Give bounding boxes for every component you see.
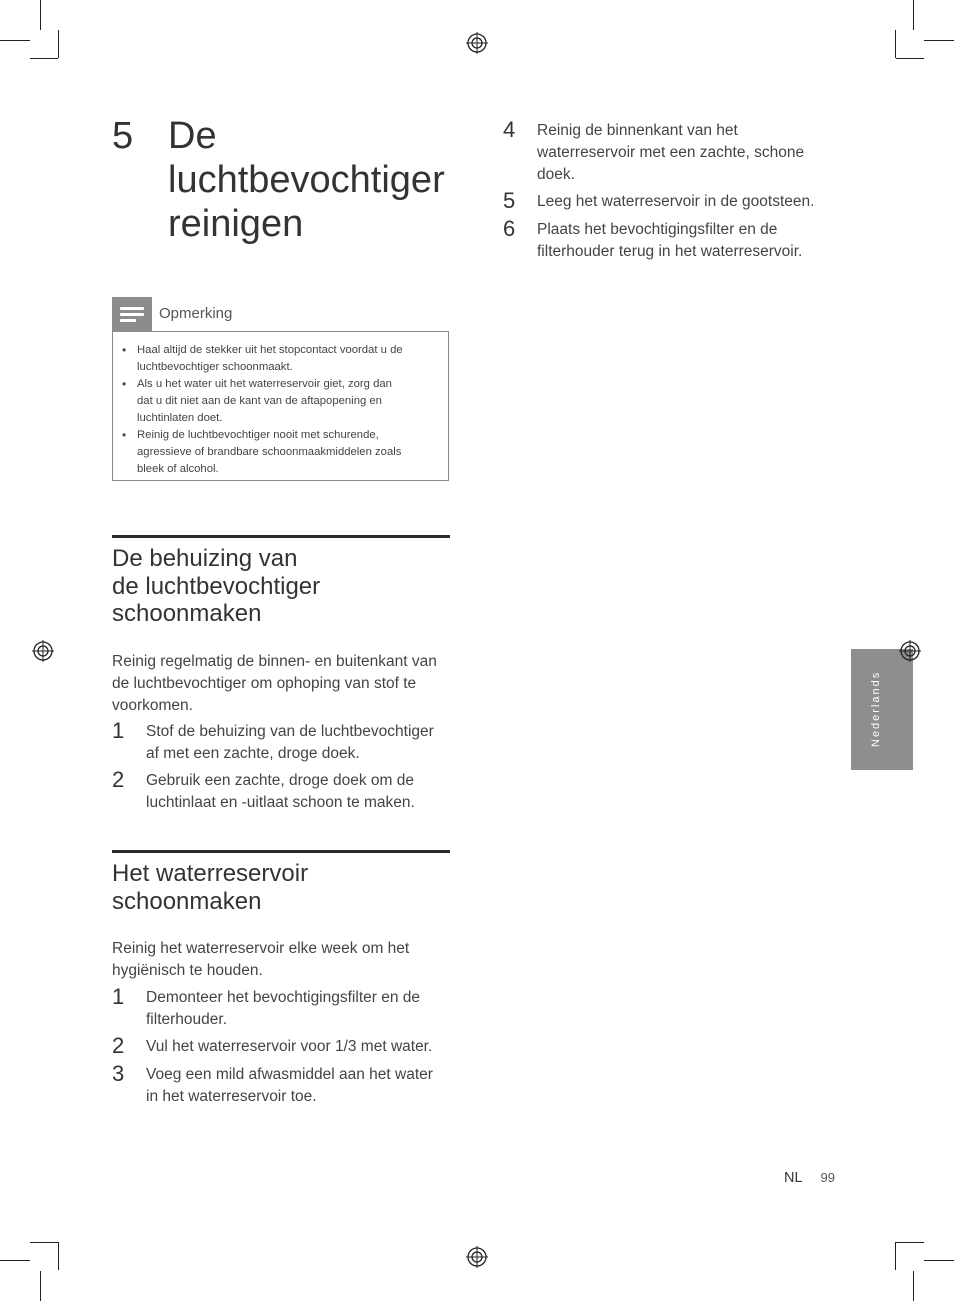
crop-mark <box>913 0 914 30</box>
crop-mark <box>924 40 954 41</box>
crop-mark <box>896 58 924 59</box>
page-footer <box>784 1170 835 1186</box>
step-number: 3 <box>112 1061 125 1086</box>
crop-mark <box>895 1242 896 1270</box>
chapter-title-line: De <box>168 115 217 157</box>
step-text: Plaats het bevochtigingsfilter en de filterhouder terug in het waterreservoir. <box>537 221 803 260</box>
crop-mark <box>58 30 59 58</box>
chapter-title-line: luchtbevochtiger <box>168 159 445 201</box>
note-label: Opmerking <box>159 305 233 322</box>
step-text: Gebruik een zachte, droge doek om de luchtinlaat en -uitlaat schoon te maken. <box>146 772 415 811</box>
registration-mark-icon <box>32 640 54 662</box>
chapter-number: 5 <box>112 115 134 157</box>
step-text: Leeg het waterreservoir in de gootsteen. <box>537 193 815 210</box>
crop-mark <box>0 40 30 41</box>
registration-mark-icon <box>899 640 921 662</box>
crop-mark <box>895 30 896 58</box>
step-number: 6 <box>503 216 516 241</box>
note-list <box>113 332 448 478</box>
section-heading: Het waterreservoir schoonmaken <box>112 860 309 915</box>
registration-mark-icon <box>466 32 488 54</box>
crop-mark <box>896 1242 924 1243</box>
section-rule <box>112 850 450 853</box>
note-lines-icon <box>112 297 152 331</box>
crop-mark <box>924 1260 954 1261</box>
page-number: 99 <box>820 1170 836 1185</box>
language-tab <box>851 649 913 770</box>
note-item: • Als u het water uit het waterreservoir giet, zorg dan dat u dit niet aan de kant van de aftapopening en luchtinlaten doet. <box>137 376 440 427</box>
step-number: 1 <box>112 984 125 1009</box>
step-text: Voeg een mild afwasmiddel aan het water in het waterreservoir toe. <box>146 1066 433 1105</box>
crop-mark <box>40 1271 41 1301</box>
step-text: Reinig de binnenkant van het waterreservoir met een zachte, schone doek. <box>537 122 805 183</box>
step-text: Demonteer het bevochtigingsfilter en de filterhouder. <box>146 989 420 1028</box>
crop-mark <box>30 1242 58 1243</box>
step-number: 2 <box>112 1033 125 1058</box>
footer-language: NL <box>784 1170 803 1186</box>
section-heading: De behuizing van de luchtbevochtiger schoonmaken <box>112 545 321 627</box>
step-number: 1 <box>112 718 125 743</box>
language-tab-label: Nederlands <box>870 670 882 747</box>
note-header <box>112 297 452 331</box>
chapter-title <box>168 114 458 246</box>
registration-mark-icon <box>466 1246 488 1268</box>
crop-mark <box>913 1271 914 1301</box>
crop-mark <box>0 1260 30 1261</box>
crop-mark <box>30 58 58 59</box>
crop-mark <box>58 1242 59 1270</box>
note-box <box>112 331 449 481</box>
section-intro: Reinig regelmatig de binnen- en buitenkant van de luchtbevochtiger om ophoping van stof te voorkomen. <box>112 653 437 714</box>
step-number: 5 <box>503 188 516 213</box>
step-text: Stof de behuizing van de luchtbevochtiger af met een zachte, droge doek. <box>146 723 434 762</box>
section-rule <box>112 535 450 538</box>
step-number: 2 <box>112 767 125 792</box>
chapter-title-line: reinigen <box>168 203 304 245</box>
crop-mark <box>40 0 41 30</box>
note-item: • Haal altijd de stekker uit het stopcontact voordat u de luchtbevochtiger schoonmaakt. <box>137 342 440 376</box>
note-item: • Reinig de luchtbevochtiger nooit met schurende, agressieve of brandbare schoonmaakmiddelen zoals bleek of alcohol. <box>137 427 440 478</box>
section-intro: Reinig het waterreservoir elke week om het hygiënisch te houden. <box>112 940 410 979</box>
step-text: Vul het waterreservoir voor 1/3 met water. <box>146 1038 433 1055</box>
step-number: 4 <box>503 117 516 142</box>
